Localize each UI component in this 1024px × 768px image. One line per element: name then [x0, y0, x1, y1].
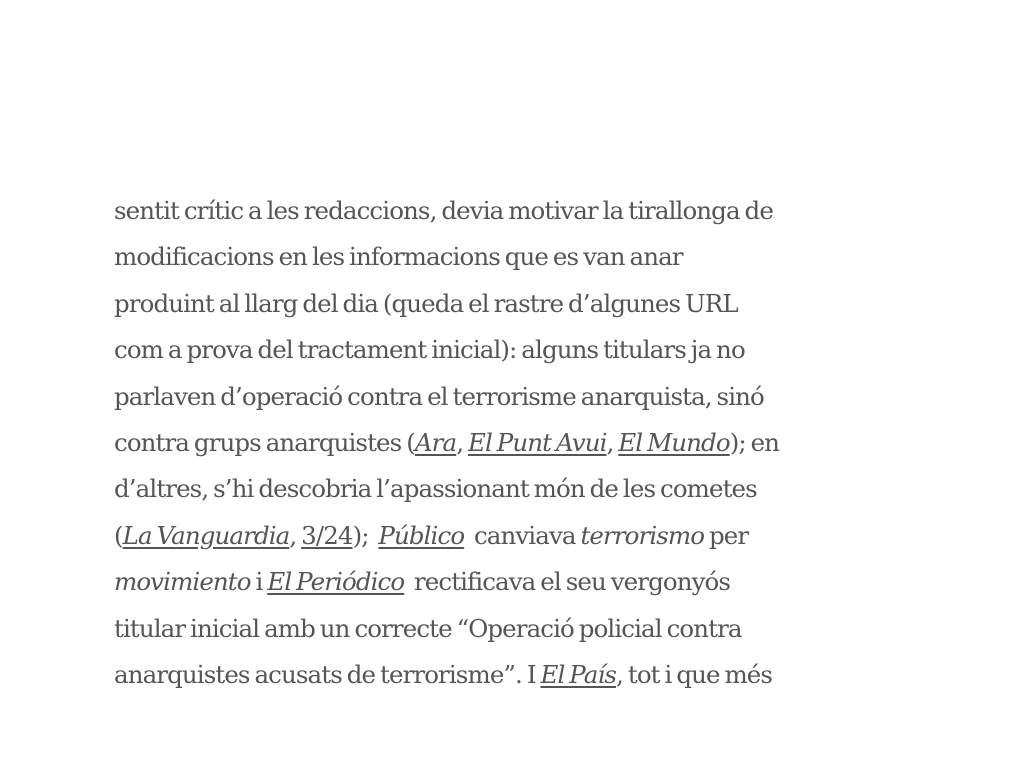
- text-line: [114, 327, 904, 373]
- text-segment: (: [114, 520, 123, 550]
- italic-term: movimiento: [114, 567, 251, 597]
- link-la-vanguardia[interactable]: La Vanguardia: [122, 520, 290, 550]
- text-line: [114, 374, 904, 420]
- text-segment: anarquistes acusats de terrorisme”. I: [114, 659, 541, 689]
- text-segment: ,: [456, 427, 468, 457]
- text-segment: ,: [289, 520, 302, 550]
- text-segment: modificacions en les informacions que es van anar: [114, 242, 683, 272]
- text-line: [114, 234, 904, 280]
- article-paragraph: [114, 188, 904, 698]
- link-el-punt-avui[interactable]: El Punt Avui: [467, 427, 607, 457]
- text-segment: i: [250, 567, 268, 597]
- text-line: [114, 281, 904, 327]
- text-segment: canviava: [464, 520, 581, 550]
- link-el-mundo[interactable]: El Mundo: [618, 427, 730, 457]
- text-line: [114, 466, 904, 512]
- text-segment: com a prova del tractament inicial): alguns titulars ja no: [114, 335, 745, 365]
- text-segment: sentit crític a les redaccions, devia motivar la tirallonga de: [114, 196, 773, 225]
- link-3-24[interactable]: 3/24: [301, 520, 353, 550]
- text-segment: ,: [606, 427, 619, 457]
- italic-term: terrorismo: [580, 520, 705, 550]
- link-el-periodico[interactable]: El Periódico: [267, 567, 405, 597]
- text-line: [114, 606, 904, 652]
- text-segment: ); en: [729, 427, 780, 457]
- text-segment: , tot i que més: [616, 659, 773, 689]
- text-segment: );: [352, 520, 379, 550]
- link-publico[interactable]: Público: [378, 520, 465, 550]
- link-ara[interactable]: Ara: [414, 427, 457, 457]
- text-segment: per: [704, 520, 749, 550]
- text-line: [114, 513, 904, 559]
- text-segment: d’altres, s’hi descobria l’apassionant món de les cometes: [114, 474, 757, 504]
- link-el-pais[interactable]: El País: [540, 659, 617, 689]
- text-line: [114, 559, 904, 605]
- text-segment: produint al llarg del dia (queda el rastre d’algunes URL: [114, 288, 738, 318]
- text-segment: titular inicial amb un correcte “Operació policial contra: [114, 613, 742, 643]
- text-line: [114, 188, 904, 234]
- text-line: [114, 652, 904, 698]
- text-line: [114, 420, 904, 466]
- text-segment: contra grups anarquistes (: [114, 427, 415, 457]
- text-segment: rectificava el seu vergonyós: [404, 567, 731, 597]
- text-segment: parlaven d’operació contra el terrorisme anarquista, sinó: [114, 381, 764, 411]
